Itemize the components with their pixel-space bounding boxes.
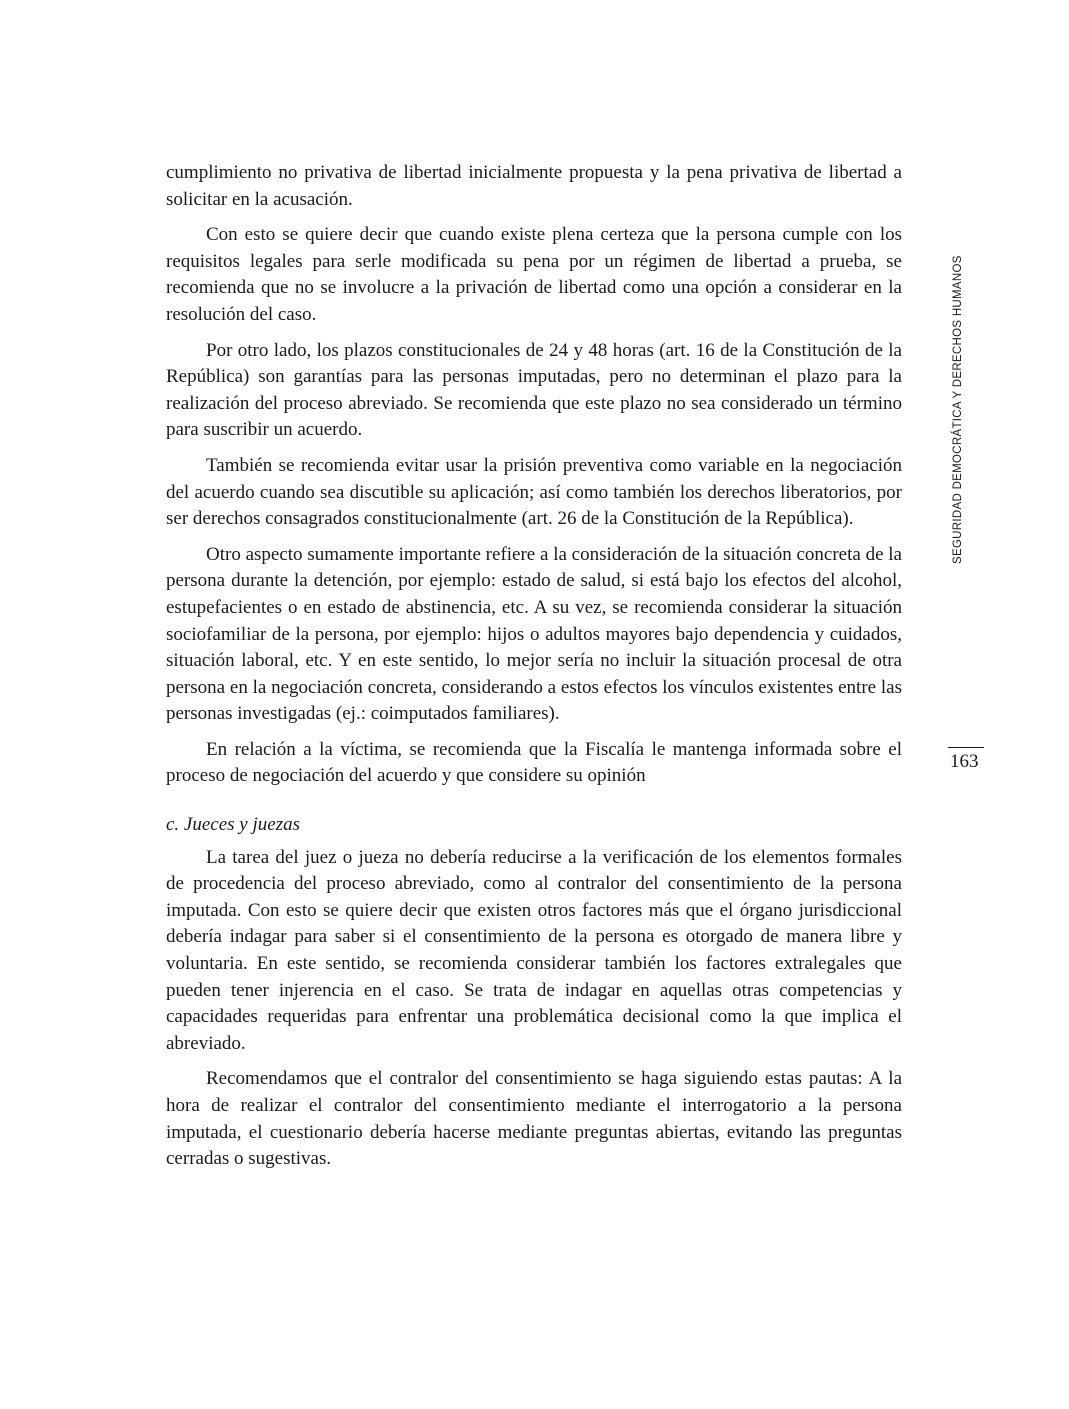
paragraph: En relación a la víctima, se recomienda que la Fiscalía le mantenga informada sobre el proceso de negociación del acuerdo y que considere su opinión [166,738,902,787]
paragraph-continuation: cumplimiento no privativa de libertad inicialmente propuesta y la pena privativa de libertad a solicitar en la acusación. [166,162,902,210]
running-header-vertical: SEGURIDAD DEMOCRÁTICA Y DERECHOS HUMANOS [952,255,964,564]
paragraph: Otro aspecto sumamente importante refiere a la consideración de la situación concreta de la persona durante la detención, por ejemplo: estado de salud, si está bajo los efectos del alcohol, estupefacientes o en estado de abstinencia, etc. A su vez, se recomienda considerar la situación sociofamiliar de la persona, por ejemplo: hijos o adultos mayores bajo dependencia y cuidados, situación laboral, etc. Y en este sentido, lo mejor sería no incluir la situación procesal de otra persona en la negociación concreta, considerando a estos efectos los vínculos existentes entre las personas investigadas (ej.: coimputados familiares). [166,543,902,725]
paragraph: Por otro lado, los plazos constitucionales de 24 y 48 horas (art. 16 de la Constitución de la República) son garantías para las personas imputadas, pero no determinan el plazo para la realización del proceso abreviado. Se recomienda que este plazo no sea considerado un término para suscribir un acuerdo. [166,339,902,441]
section-heading: c. Jueces y juezas [166,814,300,836]
paragraph: También se recomienda evitar usar la prisión preventiva como variable en la negociación del acuerdo cuando sea discutible su aplicación; así como también los derechos liberatorios, por ser derechos consagrados constitucionalmente (art. 26 de la Constitución de la República). [166,454,902,530]
paragraph: Recomendamos que el contralor del consentimiento se haga siguiendo estas pautas: A la hora de realizar el contralor del consentimiento mediante el interrogatorio a la persona imputada, el cuestionario debería hacerse mediante preguntas abiertas, evitando las preguntas cerradas o sugestivas. [166,1068,902,1170]
paragraph: La tarea del juez o jueza no debería reducirse a la verificación de los elementos formales de procedencia del proceso abreviado, como al contralor del consentimiento de la persona imputada. Con esto se quiere decir que existen otros factores más que el órgano jurisdiccional debería indagar para saber si el consentimiento de la persona es otorgado de manera libre y voluntaria. En este sentido, se recomienda considerar también los factores extralegales que pueden tener injerencia en el caso. Se trata de indagar en aquellas otras competencias y capacidades requeridas para enfrentar una problemática decisional como la que implica el abreviado. [166,846,902,1054]
body-text [166,160,902,1182]
page-number: 163 [950,751,979,772]
page-number-rule [948,747,984,748]
paragraph: Con esto se quiere decir que cuando existe plena certeza que la persona cumple con los requisitos legales para serle modificada su pena por un régimen de libertad a prueba, se recomienda que no se involucre a la privación de libertad como una opción a considerar en la resolución del caso. [166,224,902,325]
